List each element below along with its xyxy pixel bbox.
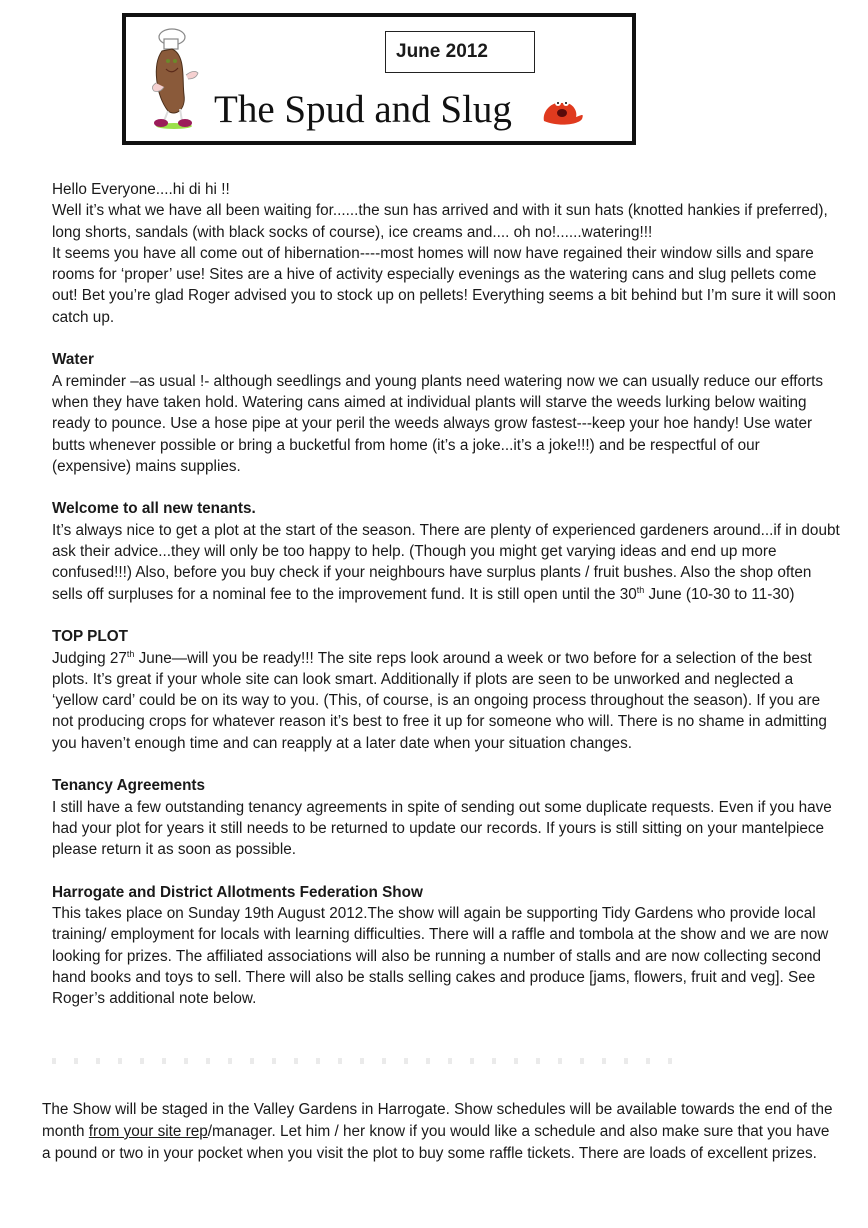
section-body: This takes place on Sunday 19th August 2012.The show will again be supporting Tidy Gardens who provide local training/ employment for locals with learning difficulties. There will a raffle and tombola at the show and we are now looking for prizes. The affiliated associations will also be running a number of stalls and are now collecting second hand books and toys to sell. There will also be stalls selling cakes and produce [jams, flowers, fruit and veg]. See Roger’s additional note below. [52,905,829,1008]
potato-chef-icon [142,25,212,131]
body-text: Judging 27 [52,649,127,667]
red-slug-icon [538,93,586,129]
section-heading: Welcome to all new tenants. [52,500,256,518]
cropped-text-line [52,1058,672,1064]
greeting: Hello Everyone....hi di hi !! [52,181,230,198]
section-body: A reminder –as usual !- although seedlings and young plants need watering now we can usually reduce our efforts when they have taken hold. Watering cans aimed at individual plants will starve the weeds lurking below waiting ready to pounce. Use a hose pipe at your peril the weeds always grow fastest---keep your hoe handy! Use water butts whenever possible or bring a bucketful from home (it’s a joke...it’s a joke!!!) and be respectful of our (expensive) mains supplies. [52,372,823,475]
section-heading: Harrogate and District Allotments Federation Show [52,883,423,901]
section-show [52,882,842,1010]
section-heading: TOP PLOT [52,628,128,646]
show-note [42,1099,842,1164]
body-text: June (10-30 to 11-30) [644,585,795,603]
section-body [52,520,842,605]
section-body [52,648,842,754]
ordinal-suffix: th [636,584,645,595]
body-text: The Show will be staged in the Valley Gardens in Harrogate. Show schedules will be available towards the end of the month [42,1101,833,1140]
section-welcome [52,498,842,604]
section-heading: Tenancy Agreements [52,777,206,795]
newsletter-title: The Spud and Slug [214,88,512,131]
section-tenancy [52,775,842,860]
ordinal-suffix: th [126,648,135,659]
newsletter-body [52,179,842,1010]
section-heading: Water [52,351,94,369]
body-text: June—will you be ready!!! The site reps look around a week or two before for a selection of the best plots. It’s great if your whole site can look smart. Additionally if plots are seen to be unworked and neglected a ‘yellow card’ could be on its way to you. (This, of course, is an ongoing process throughout the season). If you are not producing crops for whatever reason it’s best to free it up for someone who will. There is no shame in admitting you haven’t enough time and can reapply at a later date when your situation changes. [52,649,827,752]
body-text: It’s always nice to get a plot at the start of the season. There are plenty of experienced gardeners around...if in doubt ask their advice...they will only be too happy to help. (Though you might get varying ideas and end up more confused!!!) Also, before you buy check if your neighbours have surplus plants / fruit bushes. Also the shop often sells off surpluses for a nominal fee to the improvement fund. It is still open until the 30 [52,521,840,603]
intro-paragraph: It seems you have all come out of hibernation----most homes will now have regained their window sills and spare rooms for ‘proper’ use! Sites are a hive of activity especially evenings as the watering cans and slug pellets come out! Bet you’re glad Roger advised you to stock up on pellets! Everything seems a bit behind but I’m sure it will soon catch up. [52,244,836,326]
section-water [52,349,842,477]
underlined-text: from your site rep [88,1122,208,1140]
masthead [122,13,636,145]
section-top-plot [52,626,842,754]
body-text: /manager. Let him / her know if you would like a schedule and also make sure that you have a pound or two in your pocket when you visit the plot to buy some raffle tickets. There are loads of excellent prizes. [42,1122,830,1162]
issue-date: June 2012 [385,31,535,73]
intro-paragraph: Well it’s what we have all been waiting for......the sun has arrived and with it sun hats (knotted hankies if preferred), long shorts, sandals (with black socks of course), ice creams and.... oh no!......watering!!! [52,202,828,241]
section-body: I still have a few outstanding tenancy agreements in spite of sending out some duplicate requests. Even if you have had your plot for years it still needs to be returned to update our records. If yours is still sitting on your mantelpiece please return it as soon as possible. [52,798,832,859]
